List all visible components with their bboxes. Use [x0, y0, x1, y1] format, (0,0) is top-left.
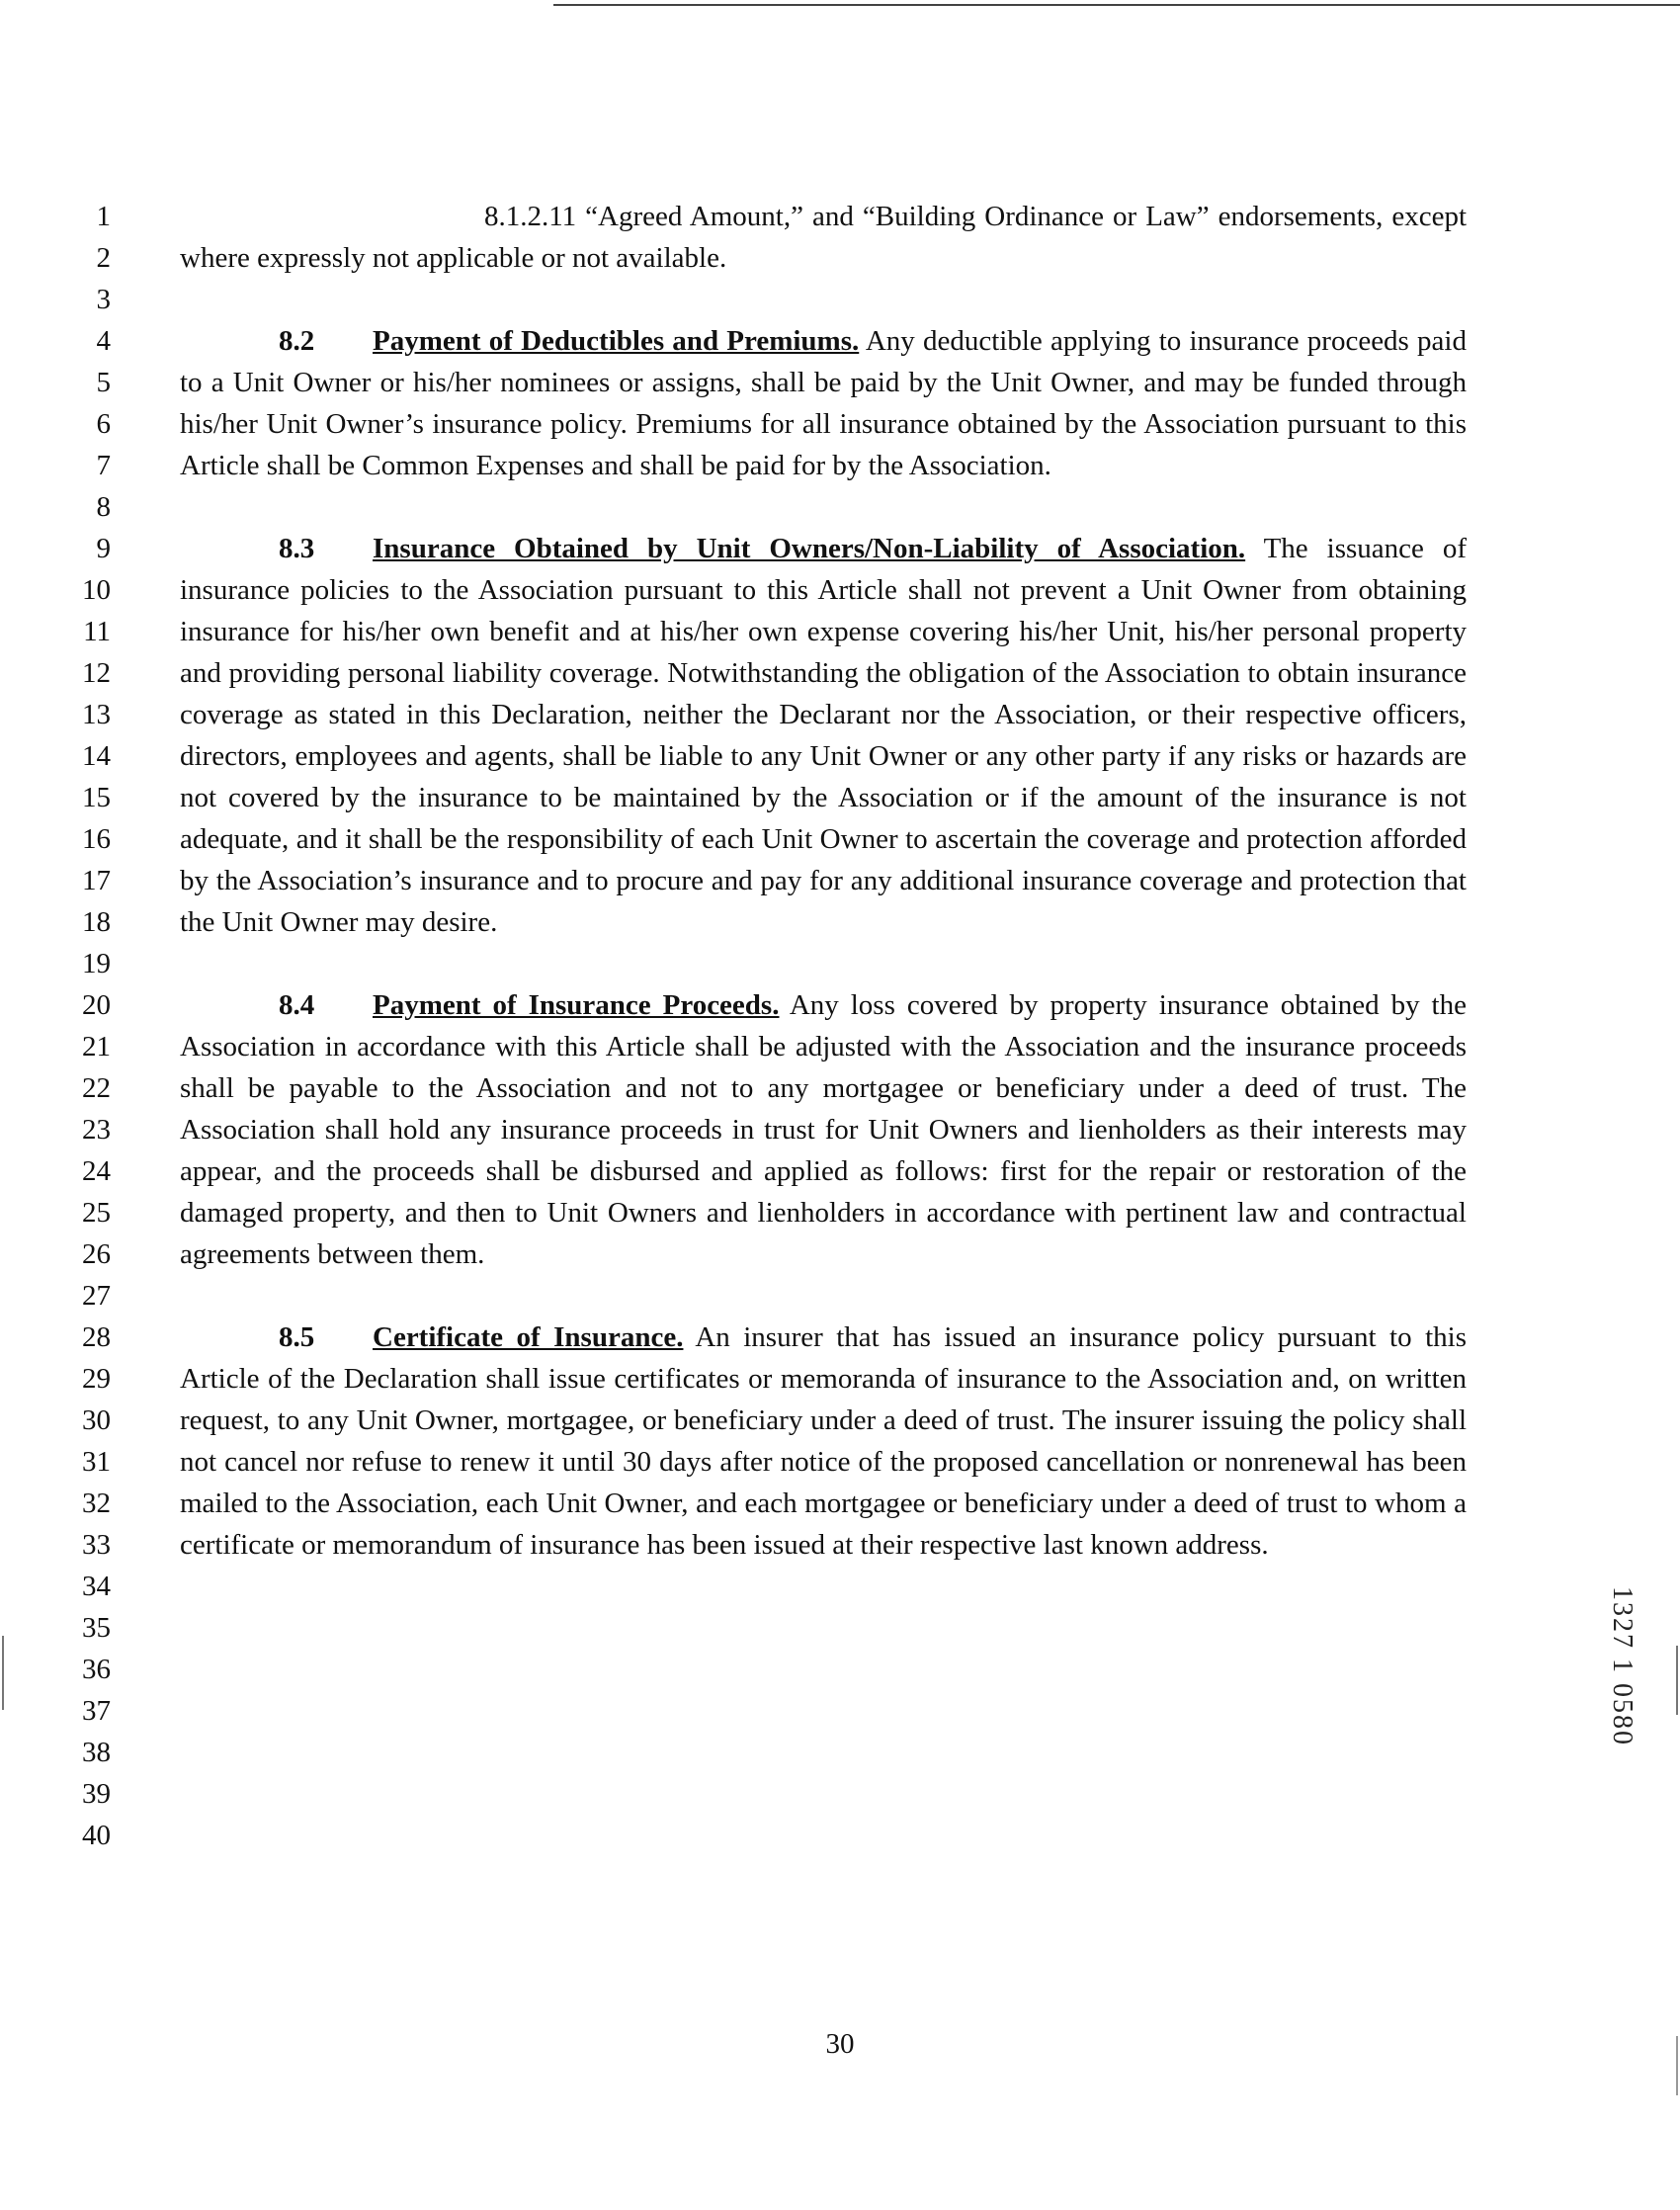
right-scan-mark — [1676, 1646, 1678, 1715]
line-number: 23 — [82, 1114, 111, 1146]
line-number: 37 — [82, 1695, 111, 1727]
section-title: Certificate of Insurance. — [373, 1321, 684, 1353]
section-number: 8.2 — [279, 325, 315, 357]
section-8-3 — [180, 528, 1467, 943]
line-number: 27 — [82, 1280, 111, 1312]
line-number: 12 — [82, 657, 111, 689]
section-number: 8.3 — [279, 533, 315, 564]
section-number: 8.5 — [279, 1321, 315, 1353]
line-number: 28 — [82, 1321, 111, 1353]
section-body: Any deductible applying to insurance proceeds paid to a Unit Owner or his/her nominees or assigns, shall be paid by the Unit Owner, and may be funded through his/her Unit Owner’s insurance policy. Premiums for all insurance obtained by the Association pursuant to this Article shall be Common Expenses and shall be paid for by the Association. — [180, 325, 1467, 481]
line-number: 39 — [82, 1778, 111, 1810]
line-number: 13 — [82, 699, 111, 730]
recording-stamp: 1327 1 0580 — [1607, 1586, 1638, 1746]
section-body: An insurer that has issued an insurance policy pursuant to this Article of the Declaration shall issue certificates or memoranda of insurance to the Association and, on written request, to any Unit Owner, mortgagee, or beneficiary under a deed of trust. The insurer issuing the policy shall not cancel nor refuse to renew it until 30 days after notice of the proposed cancellation or nonrenewal has been mailed to the Association, each Unit Owner, and each mortgagee or beneficiary under a deed of trust to whom a certificate or memorandum of insurance has been issued at their respective last known address. — [180, 1321, 1467, 1561]
section-number: 8.4 — [279, 989, 315, 1021]
line-number: 32 — [82, 1488, 111, 1519]
page-number: 30 — [825, 2028, 855, 2060]
line-number: 15 — [82, 782, 111, 813]
clause-8-1-2-11: 8.1.2.11 “Agreed Amount,” and “Building Ordinance or Law” endorsements, except where expressly not applicable or not available. — [180, 201, 1467, 274]
section-8-2 — [180, 320, 1467, 486]
line-number: 36 — [82, 1654, 111, 1685]
line-number: 6 — [96, 408, 111, 440]
line-number: 4 — [96, 325, 111, 357]
line-number: 5 — [96, 367, 111, 398]
line-number: 16 — [82, 823, 111, 855]
line-number: 7 — [96, 450, 111, 481]
line-number: 10 — [82, 574, 111, 606]
line-number: 34 — [82, 1571, 111, 1602]
section-title: Insurance Obtained by Unit Owners/Non-Liability of Association. — [373, 533, 1246, 564]
line-number: 35 — [82, 1612, 111, 1644]
line-number: 2 — [96, 242, 111, 274]
line-number: 22 — [82, 1072, 111, 1104]
line-number: 14 — [82, 740, 111, 772]
line-number: 9 — [96, 533, 111, 564]
line-number: 17 — [82, 865, 111, 896]
line-number: 33 — [82, 1529, 111, 1561]
line-number: 26 — [82, 1238, 111, 1270]
top-rule — [553, 4, 1680, 6]
section-title: Payment of Insurance Proceeds. — [373, 989, 780, 1021]
line-number: 21 — [82, 1031, 111, 1062]
line-number: 29 — [82, 1363, 111, 1395]
line-number: 24 — [82, 1155, 111, 1187]
line-number: 1 — [96, 201, 111, 232]
line-number: 30 — [82, 1404, 111, 1436]
line-number: 18 — [82, 906, 111, 938]
line-number: 20 — [82, 989, 111, 1021]
line-number-column — [69, 196, 111, 1856]
document-body — [180, 196, 1467, 1566]
line-number: 38 — [82, 1737, 111, 1768]
line-number: 31 — [82, 1446, 111, 1478]
line-number: 40 — [82, 1820, 111, 1851]
line-number: 11 — [83, 616, 111, 647]
section-body: The issuance of insurance policies to the Association pursuant to this Article shall not prevent a Unit Owner from obtaining insurance for his/her own benefit and at his/her own expense covering his/her Unit, his/her personal property and providing personal liability coverage. Notwithstanding the obligation of the Association to obtain insurance coverage as stated in this Declaration, neither the Declarant nor the Association, or their respective officers, directors, employees and agents, shall be liable to any Unit Owner or any other party if any risks or hazards are not covered by the insurance to be maintained by the Association or if the amount of the insurance is not adequate, and it shall be the responsibility of each Unit Owner to ascertain the coverage and protection afforded by the Association’s insurance and to procure and pay for any additional insurance coverage and protection that the Unit Owner may desire. — [180, 533, 1467, 938]
left-scan-mark — [2, 1636, 4, 1710]
section-title: Payment of Deductibles and Premiums. — [373, 325, 860, 357]
section-body: Any loss covered by property insurance obtained by the Association in accordance with this Article shall be adjusted with the Association and the insurance proceeds shall be payable to the Association and not to any mortgagee or beneficiary under a deed of trust. The Association shall hold any insurance proceeds in trust for Unit Owners and lienholders as their interests may appear, and the proceeds shall be disbursed and applied as follows: first for the repair or restoration of the damaged property, and then to Unit Owners and lienholders in accordance with pertinent law and contractual agreements between them. — [180, 989, 1467, 1270]
section-8-5 — [180, 1317, 1467, 1566]
line-number: 25 — [82, 1197, 111, 1229]
section-8-4 — [180, 984, 1467, 1275]
line-number: 3 — [96, 284, 111, 315]
line-number: 8 — [96, 491, 111, 523]
line-number: 19 — [82, 948, 111, 979]
